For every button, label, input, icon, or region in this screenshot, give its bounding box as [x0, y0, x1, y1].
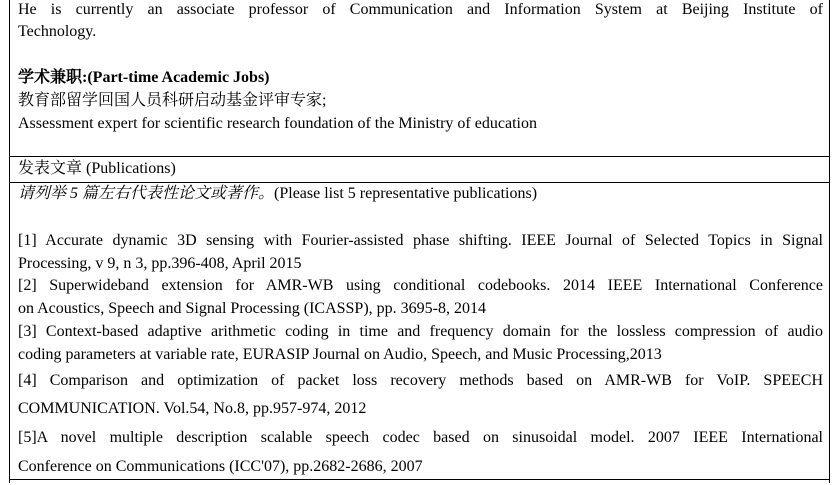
publication-5-line-2: Conference on Communications (ICC'07), pp.2682-2686, 2007 [18, 458, 423, 475]
publications-header-en: (Publications) [86, 160, 176, 177]
publication-2-line-2: on Acoustics, Speech and Signal Processing (ICASSP), pp. 3695-8, 2014 [18, 300, 486, 317]
bio-line-1: He is currently an associate professor of Communication and Information System at Beijing Institute of [18, 1, 823, 18]
row-divider [10, 156, 829, 157]
publications-instruction-en: (Please list 5 representative publications) [274, 185, 538, 202]
publication-3-line-2: coding parameters at variable rate, EURASIP Journal on Audio, Speech, and Music Processing,2013 [18, 346, 662, 363]
academic-jobs-heading [18, 68, 823, 88]
bio-line-2: Technology. [18, 23, 97, 40]
row-divider [10, 182, 829, 183]
publication-4-line-1: [4] Comparison and optimization of packet loss recovery methods based on AMR-WB for VoIP. SPEECH [18, 372, 823, 389]
academic-jobs-heading-cn: 学术兼职: [18, 69, 88, 86]
publications-header-cn: 发表文章 [18, 160, 83, 177]
cv-table [9, 0, 830, 483]
publication-2-line-1: [2] Superwideband extension for AMR-WB using conditional codebooks. 2014 IEEE International Conference [18, 277, 823, 294]
publications-header [18, 159, 823, 179]
publication-1-line-1: [1] Accurate dynamic 3D sensing with Fourier-assisted phase shifting. IEEE Journal of Selected Topics in Signal [18, 232, 823, 249]
academic-jobs-heading-en: (Part-time Academic Jobs) [87, 69, 270, 86]
academic-job-item-cn: 教育部留学回国人员科研启动基金评审专家; [18, 92, 327, 109]
publication-5-line-1: [5]A novel multiple description scalable speech codec based on sinusoidal model. 2007 IEEE International [18, 429, 823, 446]
publications-instruction [18, 184, 823, 204]
table-bottom-border [10, 479, 829, 480]
publication-3-line-1: [3] Context-based adaptive arithmetic coding in time and frequency domain for the lossless compression of audio [18, 323, 823, 340]
academic-job-item-en: Assessment expert for scientific research foundation of the Ministry of education [18, 115, 537, 132]
publication-4-line-2: COMMUNICATION. Vol.54, No.8, pp.957-974, 2012 [18, 400, 367, 417]
publications-instruction-cn: 请列举 5 篇左右代表性论文或著作。 [18, 185, 275, 202]
publication-1-line-2: Processing, v 9, n 3, pp.396-408, April 2015 [18, 255, 302, 272]
